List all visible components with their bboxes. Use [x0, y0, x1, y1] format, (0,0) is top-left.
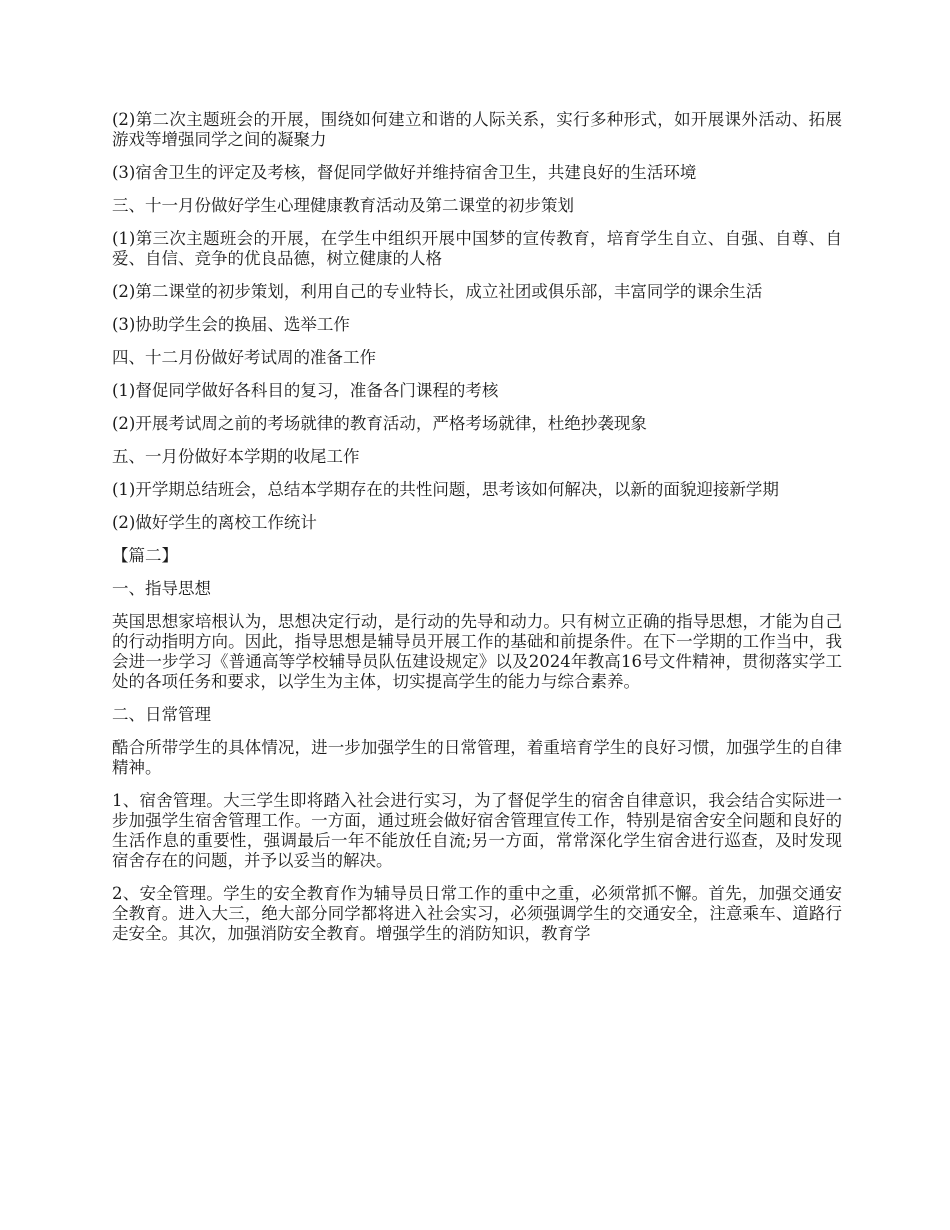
paragraph-dorm-hygiene: (3)宿舍卫生的评定及考核，督促同学做好并维持宿舍卫生，共建良好的生活环境 [112, 163, 697, 182]
section-heading-november: 三、十一月份做好学生心理健康教育活动及第二课堂的初步策划 [112, 196, 574, 215]
paragraph-leaving-school: (2)做好学生的离校工作统计 [112, 513, 317, 532]
section-heading-december: 四、十二月份做好考试周的准备工作 [112, 348, 376, 367]
document-page [112, 110, 842, 957]
paragraph-theme-meeting-2: (2)第二次主题班会的开展，围绕如何建立和谐的人际关系，实行多种形式，如开展课外活动、拓展游戏等增强同学之间的凝聚力 [112, 110, 842, 149]
part-two-heading: 【篇二】 [112, 546, 178, 565]
paragraph-second-classroom: (2)第二课堂的初步策划，利用自己的专业特长，成立社团或俱乐部，丰富同学的课余生活 [112, 282, 763, 301]
paragraph-guiding-thought: 英国思想家培根认为，思想决定行动，是行动的先导和动力。只有树立正确的指导思想，才能为自己的行动指明方向。因此，指导思想是辅导员开展工作的基础和前提条件。在下一学期的工作当中，我会进一步学习《普通高等学校辅导员队伍建设规定》以及2024年教高16号文件精神，贯彻落实学工处的各项任务和要求，以学生为主体，切实提高学生的能力与综合素养。 [112, 612, 842, 691]
section-heading-daily-management: 二、日常管理 [112, 705, 211, 724]
paragraph-safety-management: 2、安全管理。学生的安全教育作为辅导员日常工作的重中之重，必须常抓不懈。首先，加强交通安全教育。进入大三，绝大部分同学都将进入社会实习，必须强调学生的交通安全，注意乘车、道路行走安全。其次，加强消防安全教育。增强学生的消防知识，教育学 [112, 884, 842, 943]
paragraph-dorm-management: 1、宿舍管理。大三学生即将踏入社会进行实习，为了督促学生的宿舍自律意识，我会结合实际进一步加强学生宿舍管理工作。一方面，通过班会做好宿舍管理宣传工作，特别是宿舍安全问题和良好的生活作息的重要性，强调最后一年不能放任自流;另一方面，常常深化学生宿舍进行巡查，及时发现宿舍存在的问题，并予以妥当的解决。 [112, 791, 842, 870]
paragraph-daily-management: 酷合所带学生的具体情况，进一步加强学生的日常管理，着重培育学生的良好习惯，加强学生的自律精神。 [112, 738, 842, 777]
section-heading-guiding-thought: 一、指导思想 [112, 579, 211, 598]
paragraph-exam-discipline: (2)开展考试周之前的考场就律的教育活动，严格考场就律，杜绝抄袭现象 [112, 414, 647, 433]
paragraph-theme-meeting-3: (1)第三次主题班会的开展，在学生中组织开展中国梦的宣传教育，培育学生自立、自强、自尊、自爱、自信、竞争的优良品德，树立健康的人格 [112, 229, 842, 268]
paragraph-student-union-election: (3)协助学生会的换届、选举工作 [112, 315, 350, 334]
paragraph-exam-review: (1)督促同学做好各科目的复习，准备各门课程的考核 [112, 381, 499, 400]
paragraph-semester-summary: (1)开学期总结班会，总结本学期存在的共性问题，思考该如何解决，以新的面貌迎接新学期 [112, 480, 779, 499]
section-heading-january: 五、一月份做好本学期的收尾工作 [112, 447, 360, 466]
